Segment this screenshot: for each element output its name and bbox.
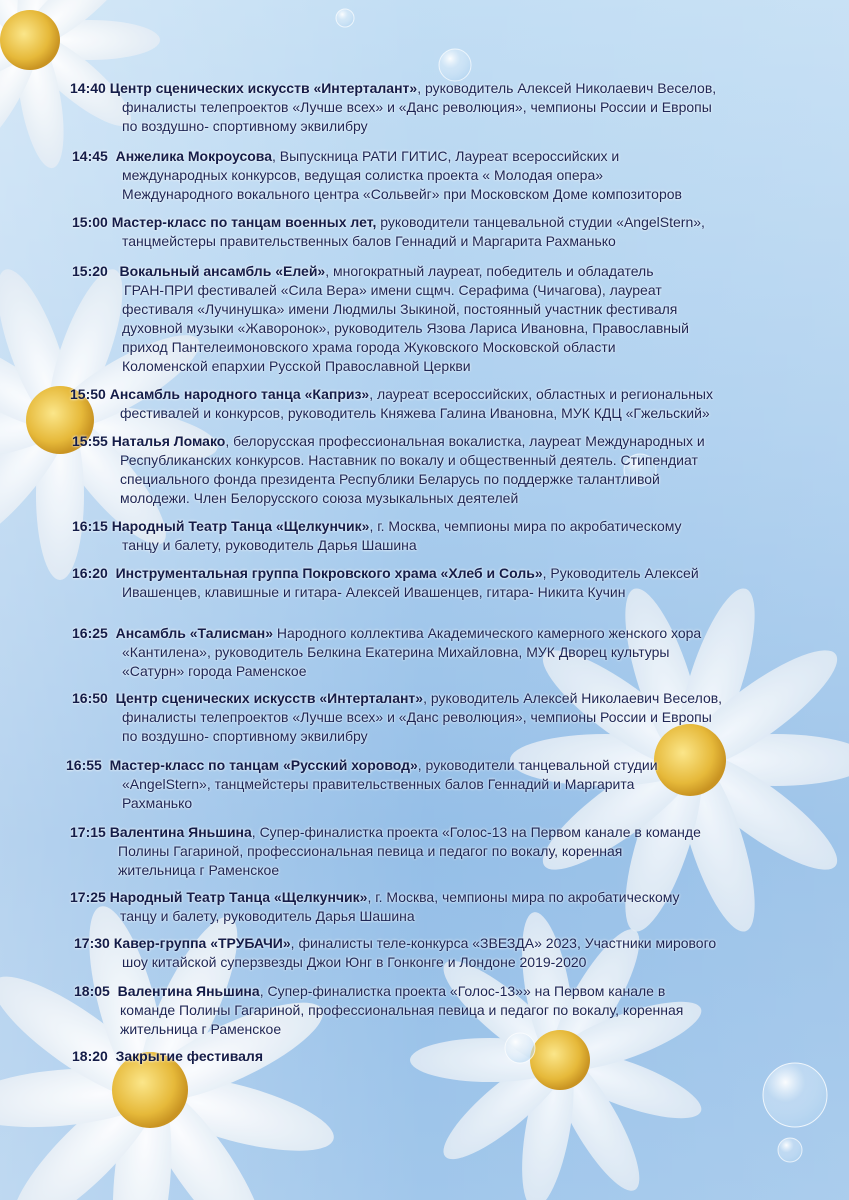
entry-time: 15:55 xyxy=(72,433,108,449)
entry-text: танцу и балету, руководитель Дарья Шашина xyxy=(122,537,417,553)
entry-text: танцмейстеры правительственных балов Геннадий и Маргарита Рахманько xyxy=(122,233,616,249)
schedule-entry-1655 xyxy=(66,756,786,813)
entry-text: шоу китайской суперзвезды Джои Юнг в Гонконге и Лондоне 2019-2020 xyxy=(122,954,587,970)
entry-text: Ивашенцев, клавишные и гитара- Алексей Ивашенцев, гитара- Никита Кучин xyxy=(122,584,626,600)
entry-text: , Супер-финалистка проекта «Голос-13 на Первом канале в команде xyxy=(251,824,701,840)
entry-text: , руководитель Алексей Николаевич Веселов, xyxy=(423,690,723,706)
entry-title: Валентина Яньшина xyxy=(109,824,252,840)
entry-text: Полины Гагариной, профессиональная певица и педагог по вокалу, коренная xyxy=(118,843,623,859)
entry-text: жительница г Раменское xyxy=(120,1021,282,1037)
entry-text: по воздушно- спортивному эквилибру xyxy=(122,728,368,744)
entry-time: 16:55 xyxy=(66,757,102,773)
schedule-entry-1520 xyxy=(72,262,787,376)
entry-title: Инструментальная группа Покровского храма «Хлеб и Соль» xyxy=(115,565,543,581)
entry-text: духовной музыки «Жаворонок», руководитель Язова Лариса Ивановна, Православный xyxy=(122,320,689,336)
schedule-entry-1725 xyxy=(70,888,785,926)
entry-text: , г. Москва, чемпионы мира по акробатическому xyxy=(369,518,682,534)
entry-title: Ансамбль народного танца «Каприз» xyxy=(109,386,370,402)
entry-time: 16:15 xyxy=(72,518,108,534)
entry-time: 18:05 xyxy=(74,983,110,999)
entry-time: 17:15 xyxy=(70,824,106,840)
entry-text: ГРАН-ПРИ фестивалей «Сила Вера» имени сщмч. Серафима (Чичагова), лауреат xyxy=(124,282,662,298)
entry-text: международных конкурсов, ведущая солистка проекта « Молодая опера» xyxy=(122,167,604,183)
entry-title: Ансамбль «Талисман» xyxy=(115,625,274,641)
entry-time: 16:25 xyxy=(72,625,108,641)
entry-time: 16:20 xyxy=(72,565,108,581)
entry-text: , Супер-финалистка проекта «Голос-13»» на Первом канале в xyxy=(259,983,666,999)
schedule-entry-1650 xyxy=(72,689,787,746)
schedule-entry-1805 xyxy=(74,982,789,1039)
entry-text: финалисты телепроектов «Лучше всех» и «Данс революция», чемпионы России и Европы xyxy=(122,99,712,115)
entry-text: , Руководитель Алексей xyxy=(542,565,699,581)
schedule-entry-1625 xyxy=(72,624,787,681)
entry-title: Центр сценических искусств «Интерталант» xyxy=(109,80,418,96)
entry-text: Республиканских конкурсов. Наставник по вокалу и общественный деятель. Стипендиат xyxy=(120,452,698,468)
entry-text: Коломенской епархии Русской Православной Церкви xyxy=(122,358,471,374)
entry-text: Народного коллектива Академического камерного женского хора xyxy=(273,625,702,641)
entry-text: , г. Москва, чемпионы мира по акробатическому xyxy=(367,889,680,905)
entry-text: фестиваля «Лучинушка» имени Людмилы Зыкиной, постоянный участник фестиваля xyxy=(122,301,678,317)
entry-text: Рахманько xyxy=(122,795,193,811)
entry-text: команде Полины Гагариной, профессиональная певица и педагог по вокалу, коренная xyxy=(120,1002,684,1018)
schedule-entry-1440 xyxy=(70,79,785,136)
entry-title: Кавер-группа «ТРУБАЧИ» xyxy=(113,935,291,951)
entry-text: финалисты телепроектов «Лучше всех» и «Данс революция», чемпионы России и Европы xyxy=(122,709,712,725)
schedule-entry-1445 xyxy=(72,147,787,204)
entry-title: Наталья Ломако xyxy=(111,433,226,449)
entry-time: 15:20 xyxy=(72,263,108,279)
schedule-entry-1715 xyxy=(70,823,785,880)
entry-text: , руководители танцевальной студии xyxy=(417,757,658,773)
schedule-entry-1550 xyxy=(70,385,790,423)
entry-text: «AngelStern», танцмейстеры правительственных балов Геннадий и Маргарита xyxy=(122,776,635,792)
entry-text: Международного вокального центра «Сольвейг» при Московском Доме композиторов xyxy=(122,186,682,202)
entry-time: 17:25 xyxy=(70,889,106,905)
schedule-entry-1820 xyxy=(72,1047,787,1066)
entry-title: Вокальный ансамбль «Елей» xyxy=(119,263,326,279)
entry-text: , Выпускница РАТИ ГИТИС, Лауреат всероссийских и xyxy=(272,148,620,164)
entry-text: фестивалей и конкурсов, руководитель Княжева Галина Ивановна, МУК КДЦ «Гжельский» xyxy=(120,405,710,421)
entry-text: «Кантилена», руководитель Белкина Екатерина Михайловна, МУК Дворец культуры xyxy=(122,644,670,660)
entry-text: , лауреат всероссийских, областных и региональных xyxy=(369,386,713,402)
entry-text: , многократный лауреат, победитель и обладатель xyxy=(325,263,654,279)
entry-time: 15:50 xyxy=(70,386,106,402)
entry-text: руководители танцевальной студии «AngelStern», xyxy=(376,214,705,230)
entry-text: приход Пантелеимоновского храма города Жуковского Московской области xyxy=(122,339,616,355)
entry-time: 15:00 xyxy=(72,214,108,230)
entry-text: молодежи. Член Белорусского союза музыкальных деятелей xyxy=(120,490,519,506)
entry-title: Анжелика Мокроусова xyxy=(115,148,272,164)
entry-title: Народный Театр Танца «Щелкунчик» xyxy=(109,889,368,905)
entry-text: , белорусская профессиональная вокалистка, лауреат Международных и xyxy=(225,433,705,449)
schedule-entry-1730 xyxy=(74,934,789,972)
entry-title: Закрытие фестиваля xyxy=(115,1048,263,1064)
entry-title: Народный Театр Танца «Щелкунчик» xyxy=(111,518,370,534)
entry-text: «Сатурн» города Раменское xyxy=(122,663,307,679)
entry-time: 14:45 xyxy=(72,148,108,164)
schedule-entry-1615 xyxy=(72,517,787,555)
schedule-entry-1500 xyxy=(72,213,787,251)
entry-text: по воздушно- спортивному эквилибру xyxy=(122,118,368,134)
entry-time: 18:20 xyxy=(72,1048,108,1064)
schedule-entry-1555 xyxy=(72,432,787,508)
entry-text: специального фонда президента Республики Беларусь по поддержке талантливой xyxy=(120,471,660,487)
entry-title: Мастер-класс по танцам «Русский хоровод» xyxy=(109,757,418,773)
entry-text: жительница г Раменское xyxy=(118,862,280,878)
entry-text: , руководитель Алексей Николаевич Веселов, xyxy=(417,80,717,96)
entry-text: танцу и балету, руководитель Дарья Шашина xyxy=(120,908,415,924)
entry-time: 14:40 xyxy=(70,80,106,96)
entry-time: 16:50 xyxy=(72,690,108,706)
entry-title: Валентина Яньшина xyxy=(117,983,260,999)
entry-time: 17:30 xyxy=(74,935,110,951)
entry-text: , финалисты теле-конкурса «ЗВЕЗДА» 2023, Участники мирового xyxy=(290,935,717,951)
entry-title: Центр сценических искусств «Интерталант» xyxy=(115,690,424,706)
entry-title: Мастер-класс по танцам военных лет, xyxy=(111,214,377,230)
schedule-entry-1620 xyxy=(72,564,787,602)
